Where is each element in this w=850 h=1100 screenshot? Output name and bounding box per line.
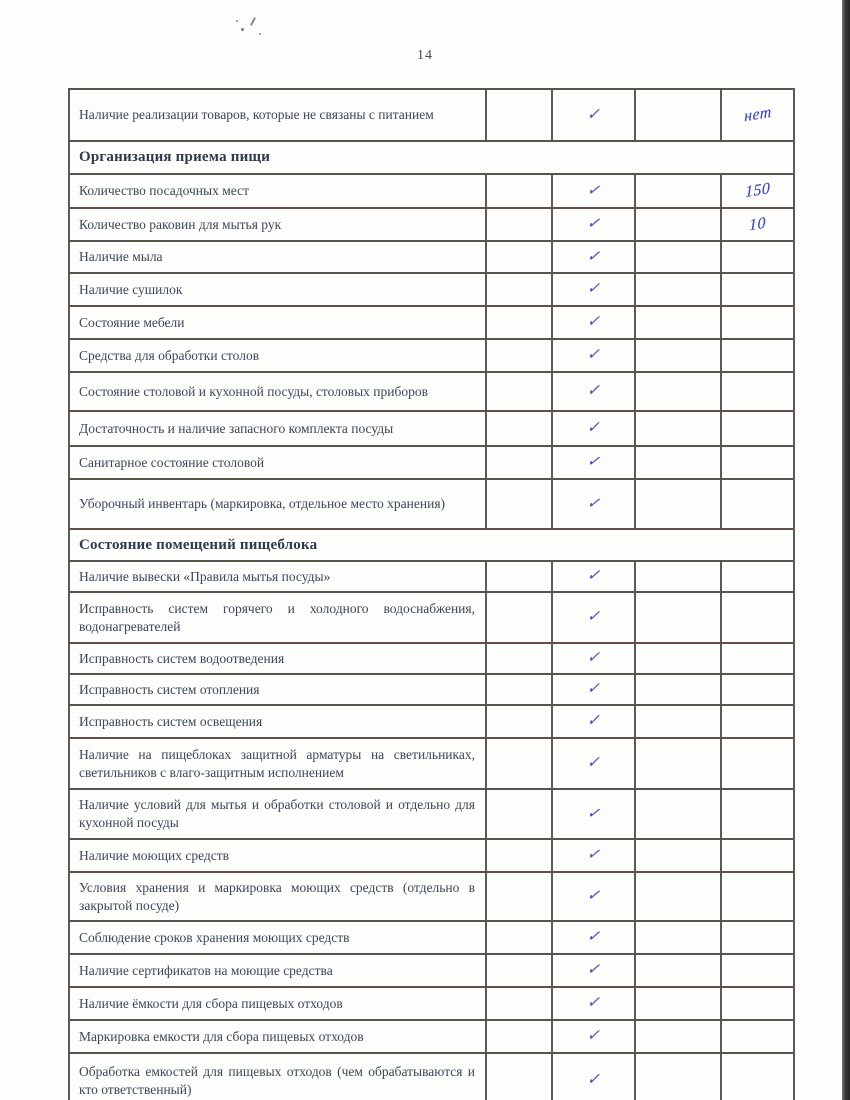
value-cell — [720, 274, 793, 305]
table-row — [70, 840, 793, 873]
empty-cell — [485, 675, 551, 704]
checkmark-ink: ✓ — [586, 182, 602, 199]
value-cell — [720, 955, 793, 986]
table-row — [70, 373, 793, 412]
item-label: Исправность систем водоотведения — [79, 650, 285, 666]
value-cell — [720, 480, 793, 528]
check-cell — [551, 840, 634, 871]
check-cell — [551, 988, 634, 1019]
check-cell — [551, 209, 634, 240]
item-label-cell — [70, 480, 485, 528]
empty-cell — [634, 1054, 720, 1100]
empty-cell — [634, 175, 720, 207]
value-cell — [720, 873, 793, 920]
item-label: Исправность систем освещения — [79, 713, 263, 729]
item-label-cell — [70, 307, 485, 338]
item-label: Количество посадочных мест — [79, 183, 249, 199]
checkmark-ink: ✓ — [586, 846, 602, 864]
item-label: Количество раковин для мытья рук — [79, 216, 282, 232]
table-row — [70, 988, 793, 1021]
value-cell — [720, 790, 793, 838]
check-cell — [551, 307, 634, 338]
empty-cell — [485, 739, 551, 788]
value-cell — [720, 1054, 793, 1100]
empty-cell — [485, 1054, 551, 1100]
item-label-cell — [70, 922, 485, 953]
check-cell — [551, 706, 634, 737]
empty-cell — [634, 644, 720, 673]
empty-cell — [634, 209, 720, 240]
checkmark-ink: ✓ — [586, 1027, 601, 1045]
checkmark-ink: ✓ — [586, 248, 601, 265]
item-label: Условия хранения и маркировка моющих средств (отдельно в закрытой посуде) — [79, 879, 475, 913]
value-cell — [720, 706, 793, 737]
ink-speck — [236, 20, 238, 22]
empty-cell — [485, 1021, 551, 1052]
empty-cell — [485, 593, 551, 642]
checkmark-ink: ✓ — [586, 1071, 601, 1089]
empty-cell — [634, 274, 720, 305]
ink-speck — [259, 33, 261, 35]
item-label: Санитарное состояние столовой — [79, 454, 265, 470]
check-cell — [551, 1054, 634, 1100]
table-row — [70, 593, 793, 644]
item-label-cell — [70, 90, 485, 140]
item-label: Маркировка емкости для сбора пищевых отходов — [79, 1028, 364, 1044]
checkmark-ink: ✓ — [586, 962, 601, 978]
value-cell — [720, 373, 793, 410]
item-label: Наличие условий для мытья и обработки столовой и отдельно для кухонной посуды — [79, 797, 475, 830]
checkmark-ink: ✓ — [586, 346, 601, 364]
empty-cell — [634, 480, 720, 528]
empty-cell — [485, 955, 551, 986]
table-row — [70, 480, 793, 530]
empty-cell — [485, 175, 551, 207]
section-header-row — [70, 142, 793, 175]
item-label-cell — [70, 644, 485, 673]
checkmark-ink: ✓ — [586, 382, 601, 400]
value-cell — [720, 90, 793, 140]
empty-cell — [485, 922, 551, 953]
table-row — [70, 955, 793, 988]
empty-cell — [634, 90, 720, 140]
checkmark-ink: ✓ — [585, 805, 602, 822]
table-row — [70, 340, 793, 373]
empty-cell — [485, 90, 551, 140]
checkmark-ink: ✓ — [586, 994, 601, 1012]
table-row — [70, 1054, 793, 1100]
value-cell — [720, 412, 793, 445]
item-label-cell — [70, 209, 485, 240]
item-label-cell — [70, 675, 485, 704]
table-row — [70, 90, 793, 142]
value-cell — [720, 447, 793, 478]
check-cell — [551, 412, 634, 445]
empty-cell — [634, 790, 720, 838]
value-cell — [720, 644, 793, 673]
section-title: Организация приема пищи — [79, 149, 271, 165]
checklist-table — [68, 88, 795, 1100]
empty-cell — [485, 340, 551, 371]
value-cell — [720, 175, 793, 207]
empty-cell — [485, 209, 551, 240]
scan-edge-artifact — [842, 0, 850, 1100]
item-label-cell — [70, 988, 485, 1019]
check-cell — [551, 373, 634, 410]
item-label: Наличие на пищеблоках защитной арматуры на светильниках, светильников с влаго-защитным исполнением — [79, 746, 475, 780]
table-row — [70, 209, 793, 242]
checkmark-ink: ✓ — [585, 453, 602, 471]
check-cell — [551, 644, 634, 673]
empty-cell — [634, 1021, 720, 1052]
empty-cell — [634, 340, 720, 371]
item-label-cell — [70, 1021, 485, 1052]
value-cell — [720, 562, 793, 591]
check-cell — [551, 274, 634, 305]
item-label-cell — [70, 447, 485, 478]
item-label-cell — [70, 955, 485, 986]
empty-cell — [634, 307, 720, 338]
checkmark-ink: ✓ — [586, 649, 601, 667]
section-title: Состояние помещений пищеблока — [79, 536, 318, 553]
check-cell — [551, 790, 634, 838]
empty-cell — [485, 562, 551, 591]
value-cell — [720, 307, 793, 338]
checkmark-ink: ✓ — [586, 680, 601, 698]
item-label-cell — [70, 412, 485, 445]
check-cell — [551, 175, 634, 207]
checkmark-ink: ✓ — [586, 712, 601, 730]
item-label-cell — [70, 593, 485, 642]
table-row — [70, 922, 793, 955]
item-label: Средства для обработки столов — [79, 347, 260, 363]
item-label-cell — [70, 340, 485, 371]
empty-cell — [485, 307, 551, 338]
table-row — [70, 739, 793, 790]
item-label-cell — [70, 274, 485, 305]
handwritten-value: 150 — [744, 179, 771, 202]
item-label-cell — [70, 1054, 485, 1100]
item-label: Наличие вывески «Правила мытья посуды» — [79, 568, 331, 584]
empty-cell — [485, 480, 551, 528]
item-label: Наличие моющих средств — [79, 847, 230, 863]
item-label: Состояние столовой и кухонной посуды, столовых приборов — [79, 383, 428, 399]
empty-cell — [634, 373, 720, 410]
ink-speck — [250, 17, 256, 26]
table-row — [70, 412, 793, 447]
item-label: Наличие реализации товаров, которые не связаны с питанием — [79, 107, 434, 123]
checkmark-ink: ✓ — [586, 313, 601, 331]
check-cell — [551, 955, 634, 986]
empty-cell — [634, 739, 720, 788]
check-cell — [551, 480, 634, 528]
item-label-cell — [70, 562, 485, 591]
table-row — [70, 644, 793, 675]
empty-cell — [634, 922, 720, 953]
empty-cell — [485, 412, 551, 445]
empty-cell — [634, 242, 720, 272]
checkmark-ink: ✓ — [586, 609, 601, 625]
table-row — [70, 706, 793, 739]
value-cell — [720, 1021, 793, 1052]
empty-cell — [485, 242, 551, 272]
check-cell — [551, 562, 634, 591]
item-label: Наличие ёмкости для сбора пищевых отходов — [79, 995, 343, 1011]
check-cell — [551, 1021, 634, 1052]
item-label: Наличие сертификатов на моющие средства — [79, 962, 333, 978]
empty-cell — [485, 274, 551, 305]
table-row — [70, 307, 793, 340]
empty-cell — [634, 447, 720, 478]
item-label-cell — [70, 873, 485, 920]
empty-cell — [634, 873, 720, 920]
item-label-cell — [70, 790, 485, 838]
empty-cell — [634, 955, 720, 986]
empty-cell — [634, 840, 720, 871]
item-label-cell — [70, 373, 485, 410]
table-row — [70, 447, 793, 480]
checkmark-ink: ✓ — [586, 419, 601, 437]
checkmark-ink: ✓ — [586, 495, 602, 512]
item-label-cell — [70, 739, 485, 788]
item-label-cell — [70, 242, 485, 272]
value-cell — [720, 739, 793, 788]
empty-cell — [485, 873, 551, 920]
item-label: Достаточность и наличие запасного комплекта посуды — [79, 420, 394, 436]
value-cell — [720, 242, 793, 272]
value-cell — [720, 675, 793, 704]
table-row — [70, 873, 793, 922]
item-label-cell — [70, 175, 485, 207]
checkmark-ink: ✓ — [586, 215, 601, 233]
table-row — [70, 242, 793, 274]
check-cell — [551, 242, 634, 272]
empty-cell — [634, 593, 720, 642]
item-label: Соблюдение сроков хранения моющих средств — [79, 929, 350, 945]
empty-cell — [485, 447, 551, 478]
empty-cell — [485, 840, 551, 871]
value-cell — [720, 988, 793, 1019]
empty-cell — [485, 988, 551, 1019]
checkmark-ink: ✓ — [586, 887, 601, 905]
checkmark-ink: ✓ — [586, 567, 601, 585]
checkmark-ink: ✓ — [586, 281, 601, 297]
checkmark-ink: ✓ — [586, 754, 601, 772]
empty-cell — [634, 675, 720, 704]
table-row — [70, 274, 793, 307]
item-label: Наличие мыла — [79, 249, 163, 265]
item-label: Исправность систем отопления — [79, 681, 260, 697]
item-label-cell — [70, 706, 485, 737]
check-cell — [551, 675, 634, 704]
value-cell — [720, 840, 793, 871]
table-row — [70, 1021, 793, 1054]
handwritten-value: 10 — [748, 214, 767, 234]
check-cell — [551, 340, 634, 371]
table-row — [70, 562, 793, 593]
empty-cell — [485, 644, 551, 673]
item-label: Состояние мебели — [79, 314, 185, 330]
table-row — [70, 675, 793, 706]
value-cell — [720, 340, 793, 371]
empty-cell — [485, 790, 551, 838]
empty-cell — [634, 988, 720, 1019]
check-cell — [551, 873, 634, 920]
item-label: Наличие сушилок — [79, 281, 183, 297]
value-cell — [720, 593, 793, 642]
empty-cell — [485, 373, 551, 410]
section-header-row — [70, 530, 793, 562]
empty-cell — [485, 706, 551, 737]
value-cell — [720, 922, 793, 953]
check-cell — [551, 447, 634, 478]
check-cell — [551, 739, 634, 788]
empty-cell — [634, 706, 720, 737]
item-label-cell — [70, 840, 485, 871]
value-cell — [720, 209, 793, 240]
empty-cell — [634, 412, 720, 445]
item-label: Обработка емкостей для пищевых отходов (чем обрабатываются и кто ответственный) — [79, 1063, 475, 1097]
item-label: Уборочный инвентарь (маркировка, отдельное место хранения) — [79, 496, 446, 512]
table-row — [70, 790, 793, 840]
checkmark-ink: ✓ — [586, 106, 601, 123]
ink-speck — [241, 28, 244, 31]
handwritten-value: нет — [743, 103, 772, 126]
empty-cell — [634, 562, 720, 591]
check-cell — [551, 593, 634, 642]
check-cell — [551, 90, 634, 140]
item-label: Исправность систем горячего и холодного водоснабжения, водонагревателей — [79, 600, 475, 634]
checkmark-ink: ✓ — [586, 928, 601, 946]
page-number: 14 — [417, 48, 433, 63]
check-cell — [551, 922, 634, 953]
table-row — [70, 175, 793, 209]
